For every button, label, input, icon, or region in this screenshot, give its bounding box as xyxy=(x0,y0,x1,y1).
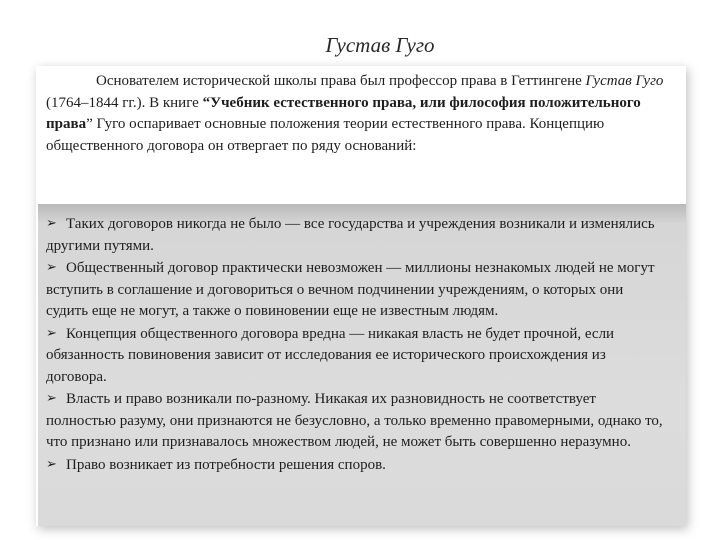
arrowhead-bullet-icon: ➢ xyxy=(46,216,57,231)
list-item xyxy=(46,257,666,323)
author-name: Густав Гуго xyxy=(585,73,664,89)
list-item-text: Таких договоров никогда не было — все государства и учреждения возникали и изменялись другими путями. xyxy=(46,216,655,254)
intro-paragraph xyxy=(38,66,686,204)
list-item-text: Власть и право возникали по-разному. Никакая их разновидность не соответствует полностью разуму, они признаются не безусловно, а только временно правомерными, однако то, что признано или признавалось множеством людей, не может быть совершенно неразумно. xyxy=(46,391,663,450)
book-title: “Учебник естественного права, или философия положительного права xyxy=(46,94,641,132)
list-item xyxy=(46,213,666,257)
list-item xyxy=(46,388,666,454)
points-list xyxy=(38,204,686,526)
arrowhead-bullet-icon: ➢ xyxy=(46,325,57,341)
intro-text-1: Основателем исторической школы права был профессор права в Геттингене xyxy=(96,73,586,89)
list-item xyxy=(46,454,666,477)
page-title: Густав Гуго xyxy=(325,33,435,57)
arrowhead-bullet-icon: ➢ xyxy=(46,456,57,472)
list-item xyxy=(46,323,666,389)
intro-text-3: ” Гуго оспаривает основные положения теории естественного права. Концепцию общественного договора он отвергает по ряду оснований: xyxy=(46,116,605,154)
list-item-text: Общественный договор практически невозможен — миллионы незнакомых людей не могут вступить в соглашение и договориться о вечном подчинении учреждениям, о которых они судить еще не могут, а также о повиновении еще не известным людям. xyxy=(46,260,655,319)
arrowhead-bullet-icon: ➢ xyxy=(46,260,57,275)
list-item-text: Концепция общественного договора вредна — никакая власть не будет прочной, если обязанность повиновения зависит от исследования ее исторического происхождения из договора. xyxy=(46,325,615,385)
list-item-text: Право возникает из потребности решения споров. xyxy=(66,456,386,473)
arrowhead-bullet-icon: ➢ xyxy=(46,391,57,406)
intro-text-2: (1764–1844 гг.). В книге xyxy=(46,94,203,111)
